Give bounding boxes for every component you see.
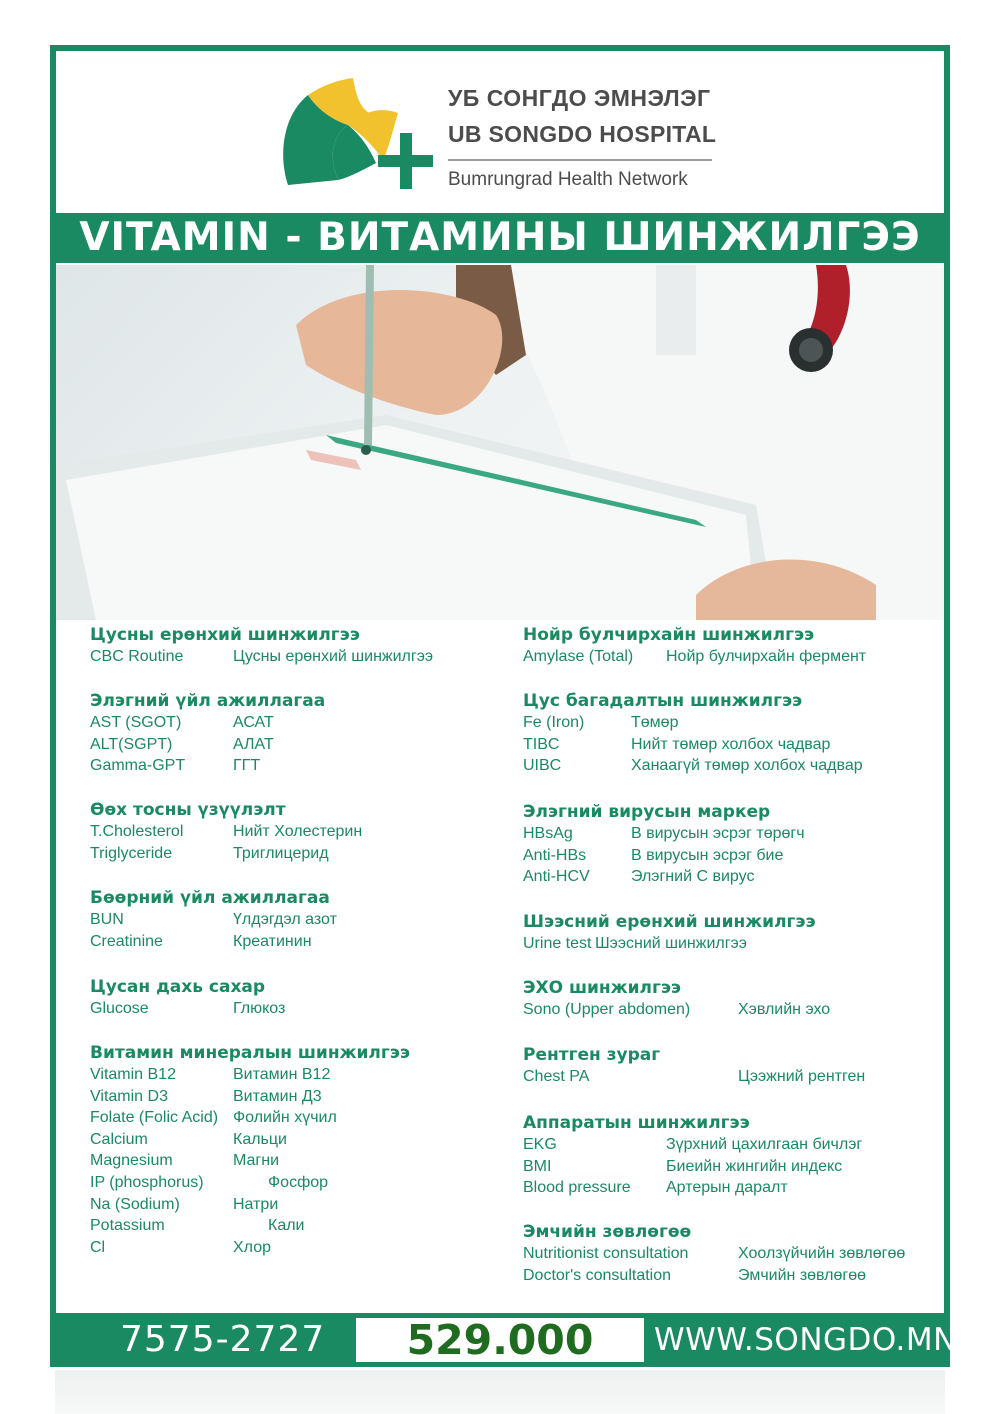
test-name: Fe (Iron) [523, 714, 585, 731]
section-title: Цус багадалтын шинжилгээ [523, 691, 803, 711]
test-name: Vitamin D3 [90, 1087, 168, 1105]
hospital-name-mn: УБ СОНГДО ЭМНЭЛЭГ [448, 85, 711, 111]
test-name-mn: Натри [233, 1195, 279, 1213]
test-name: BMI [523, 1157, 552, 1175]
test-row [523, 734, 943, 756]
test-name: Urine test [523, 935, 592, 952]
poster-inner [56, 51, 944, 1313]
test-row [90, 998, 500, 1020]
section-title: ЭХО шинжилгээ [523, 978, 681, 998]
test-name-mn: Кальци [233, 1130, 287, 1148]
section-vitamin-mineral [90, 1043, 500, 1258]
test-name: HBsAg [523, 825, 573, 842]
test-row [90, 1064, 500, 1086]
phone-number[interactable]: 7575-2727 [120, 1319, 326, 1360]
test-row [523, 1134, 943, 1156]
website-link[interactable]: WWW.SONGDO.MN [654, 1322, 957, 1358]
test-name-mn: Шээсний шинжилгээ [595, 935, 747, 952]
section-title: Өөх тосны үзүүлэлт [90, 800, 286, 820]
test-name: IP (phosphorus) [90, 1173, 204, 1191]
section-title: Аппаратын шинжилгээ [523, 1113, 750, 1133]
section-cbc [90, 625, 500, 668]
section-title: Цусан дахь сахар [90, 977, 266, 997]
section-echo [523, 978, 943, 1021]
test-name-mn: Магни [233, 1152, 280, 1170]
test-row [523, 999, 943, 1021]
test-name-mn: Витамин Д3 [233, 1087, 322, 1105]
test-row [90, 712, 500, 734]
test-row [90, 1129, 500, 1151]
test-name: Calcium [90, 1130, 148, 1148]
section-title: Бөөрний үйл ажиллагаа [90, 888, 330, 908]
section-glucose [90, 977, 500, 1020]
test-name-mn: ГГТ [233, 757, 261, 775]
section-xray [523, 1045, 943, 1088]
section-title: Элэгний үйл ажиллагаа [90, 691, 326, 711]
hospital-logo-icon [278, 75, 433, 195]
test-name-mn: Цусны ерөнхий шинжилгээ [233, 648, 434, 665]
test-row [90, 1194, 500, 1216]
test-name: UIBC [523, 757, 562, 775]
test-name: Anti-HCV [523, 868, 590, 886]
test-row [523, 933, 943, 955]
section-title: Эмчийн зөвлөгөө [523, 1222, 692, 1242]
test-row [90, 734, 500, 756]
test-name: Nutritionist consultation [523, 1245, 689, 1262]
section-consultation [523, 1222, 943, 1286]
test-name: Anti-HBs [523, 846, 587, 864]
test-name-mn: Хоолзүйчийн зөвлөгөө [738, 1245, 906, 1262]
test-row [523, 1265, 943, 1287]
test-row [523, 755, 943, 777]
test-name-mn: Хэвлийн эхо [738, 1001, 831, 1018]
test-row [90, 1215, 500, 1237]
hospital-name-en: UB SONGDO HOSPITAL [448, 121, 717, 147]
test-row [523, 1243, 943, 1265]
test-row [90, 1107, 500, 1129]
section-urine [523, 912, 943, 955]
test-row [90, 931, 500, 953]
test-list [56, 625, 944, 1315]
test-row [90, 1172, 500, 1194]
section-anemia [523, 691, 943, 777]
section-liver [90, 691, 500, 777]
test-name-mn: Фолийн хүчил [233, 1109, 337, 1127]
test-row [90, 755, 500, 777]
test-name-mn: Триглицерид [233, 844, 329, 862]
test-name: ALT(SGPT) [90, 735, 173, 753]
test-name: T.Cholesterol [90, 823, 184, 840]
page-title: VITAMIN - ВИТАМИНЫ ШИНЖИЛГЭЭ [56, 213, 944, 263]
section-kidney [90, 888, 500, 952]
test-row [90, 1237, 500, 1259]
test-row [90, 909, 500, 931]
price-box [356, 1318, 644, 1362]
test-name: TIBC [523, 735, 560, 753]
test-row [90, 821, 500, 843]
test-name: Triglyceride [90, 844, 173, 862]
test-name-mn: В вирусын эсрэг бие [631, 846, 784, 864]
section-lipid [90, 800, 500, 864]
section-title: Цусны ерөнхий шинжилгээ [90, 625, 360, 645]
test-name-mn: Нойр булчирхайн фермент [666, 648, 867, 665]
test-row [523, 845, 943, 867]
test-name-mn: Глюкоз [233, 1000, 286, 1017]
section-title: Элэгний вирусын маркер [523, 802, 771, 822]
test-name: Chest PA [523, 1068, 590, 1085]
test-name-mn: Нийт Холестерин [233, 823, 363, 840]
test-row [523, 1156, 943, 1178]
test-row [523, 1177, 943, 1199]
test-name-mn: Кали [268, 1217, 305, 1235]
test-name: Gamma-GPT [90, 757, 186, 775]
test-name: CBC Routine [90, 648, 184, 665]
test-name-mn: Зүрхний цахилгаан бичлэг [666, 1136, 863, 1153]
test-row [523, 866, 943, 888]
test-name-mn: Үлдэгдэл азот [233, 911, 337, 928]
test-row [90, 843, 500, 865]
test-row [523, 823, 943, 845]
test-row [90, 1150, 500, 1172]
test-name: Cl [90, 1238, 106, 1256]
test-name-mn: Ханаагүй төмөр холбох чадвар [631, 757, 863, 775]
test-name: Blood pressure [523, 1179, 631, 1197]
test-row [90, 1086, 500, 1108]
doctor-writing-photo [56, 265, 944, 620]
header [56, 51, 944, 211]
test-name-mn: Артерын даралт [666, 1179, 788, 1197]
test-name-mn: Нийт төмөр холбох чадвар [631, 735, 831, 753]
test-name: Vitamin B12 [90, 1066, 176, 1083]
section-title: Витамин минералын шинжилгээ [90, 1043, 410, 1063]
section-apparatus [523, 1113, 943, 1199]
test-name: AST (SGOT) [90, 714, 182, 731]
logo-divider [448, 159, 712, 161]
test-name-mn: В вирусын эсрэг төрөгч [631, 825, 805, 842]
test-name-mn: АЛАТ [233, 735, 274, 753]
section-title: Шээсний ерөнхий шинжилгээ [523, 912, 816, 932]
test-name: Potassium [90, 1217, 165, 1235]
section-hepatitis [523, 802, 943, 888]
test-name-mn: Биеийн жингийн индекс [666, 1157, 843, 1175]
network-name: Bumrungrad Health Network [448, 169, 688, 190]
test-name: Na (Sodium) [90, 1195, 180, 1213]
photo-illustration [56, 265, 944, 620]
test-row [90, 646, 500, 668]
test-name: Magnesium [90, 1152, 173, 1170]
test-row [523, 646, 943, 668]
test-name-mn: АСАТ [233, 714, 274, 731]
test-name-mn: Фосфор [268, 1173, 329, 1191]
test-name-mn: Хлор [233, 1238, 271, 1256]
test-name: Doctor's consultation [523, 1266, 672, 1284]
test-name: Creatinine [90, 932, 163, 950]
test-name: Amylase (Total) [523, 648, 634, 665]
test-name: Sono (Upper abdomen) [523, 1001, 691, 1018]
test-name-mn: Төмөр [631, 714, 679, 731]
test-name-mn: Элэгний С вирус [631, 868, 755, 886]
test-name-mn: Витамин В12 [233, 1066, 331, 1083]
section-pancreas [523, 625, 943, 668]
test-name: EKG [523, 1136, 557, 1153]
test-row [523, 1066, 943, 1088]
test-name: Folate (Folic Acid) [90, 1109, 219, 1127]
test-name-mn: Цээжний рентген [738, 1068, 866, 1085]
test-name: BUN [90, 911, 124, 928]
test-name-mn: Эмчийн зөвлөгөө [738, 1266, 867, 1284]
section-title: Нойр булчирхайн шинжилгээ [523, 625, 815, 645]
section-title: Рентген зураг [523, 1045, 661, 1065]
test-row [523, 712, 943, 734]
poster [50, 45, 957, 1367]
test-name: Glucose [90, 1000, 149, 1017]
test-name-mn: Креатинин [233, 932, 312, 950]
background-strip [55, 1370, 945, 1414]
price: 529.000 [406, 1316, 594, 1364]
